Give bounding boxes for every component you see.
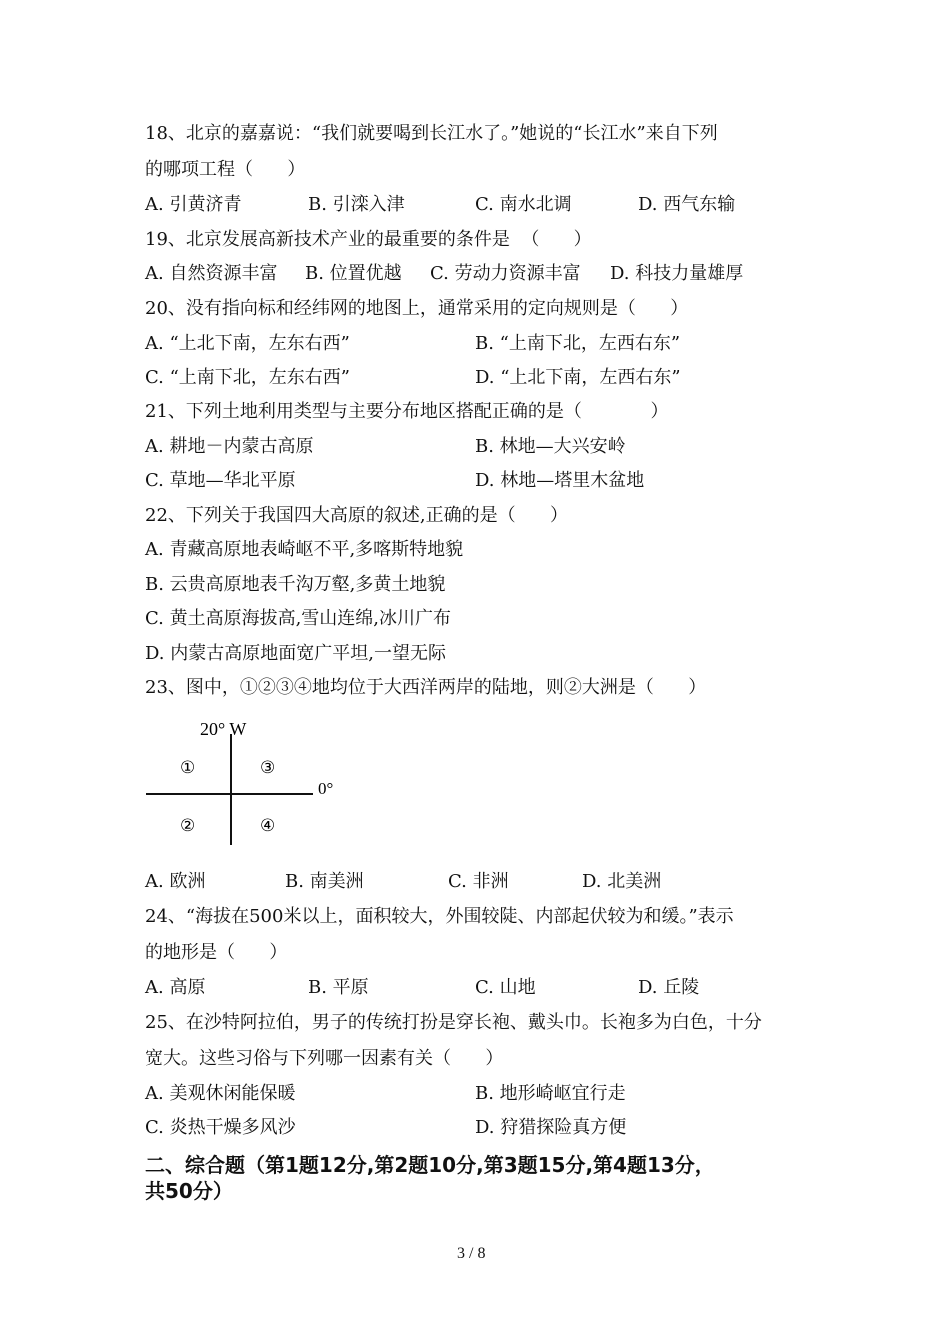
q21-option-b[interactable]: B. 林地—大兴安岭 bbox=[475, 436, 626, 457]
q23-stem: 23、图中，①②③④地均位于大西洋两岸的陆地，则②大洲是（ ） bbox=[145, 677, 707, 698]
q22-option-b[interactable]: B. 云贵高原地表千沟万壑,多黄土地貌 bbox=[145, 574, 446, 595]
q18-option-c[interactable]: C. 南水北调 bbox=[475, 194, 572, 215]
q22-option-c[interactable]: C. 黄土高原海拔高,雪山连绵,冰川广布 bbox=[145, 608, 452, 629]
q22-option-d[interactable]: D. 内蒙古高原地面宽广平坦,一望无际 bbox=[145, 643, 446, 664]
quadrant-2: ② bbox=[180, 816, 196, 835]
q23-option-a[interactable]: A. 欧洲 bbox=[145, 871, 206, 892]
q20-stem: 20、没有指向标和经纬网的地图上，通常采用的定向规则是（ ） bbox=[145, 298, 689, 319]
q18-stem-line1: 18、北京的嘉嘉说：“我们就要喝到长江水了。”她说的“长江水”来自下列 bbox=[145, 123, 718, 144]
q19-option-d[interactable]: D. 科技力量雄厚 bbox=[610, 263, 744, 284]
q18-stem-line2: 的哪项工程（ ） bbox=[145, 159, 306, 180]
q21-option-d[interactable]: D. 林地—塔里木盆地 bbox=[475, 470, 645, 491]
q23-option-d[interactable]: D. 北美洲 bbox=[582, 871, 662, 892]
q19-option-b[interactable]: B. 位置优越 bbox=[305, 263, 402, 284]
q21-option-c[interactable]: C. 草地—华北平原 bbox=[145, 470, 296, 491]
q18-option-a[interactable]: A. 引黄济青 bbox=[145, 194, 242, 215]
q23-figure bbox=[143, 712, 368, 852]
q23-option-b[interactable]: B. 南美洲 bbox=[285, 871, 364, 892]
q22-option-a[interactable]: A. 青藏高原地表崎岖不平,多喀斯特地貌 bbox=[145, 539, 464, 560]
q19-stem: 19、北京发展高新技术产业的最重要的条件是 （ ） bbox=[145, 229, 592, 250]
q25-stem-line1: 25、在沙特阿拉伯，男子的传统打扮是穿长袍、戴头巾。长袍多为白色，十分 bbox=[145, 1012, 762, 1033]
q25-option-b[interactable]: B. 地形崎岖宜行走 bbox=[475, 1083, 626, 1104]
q20-option-d[interactable]: D. “上北下南，左西右东” bbox=[475, 367, 681, 388]
section2-heading-line2: 共50分） bbox=[145, 1179, 233, 1203]
section2-heading-line1: 二、综合题（第1题12分,第2题10分,第3题15分,第4题13分， bbox=[145, 1153, 715, 1177]
q24-option-b[interactable]: B. 平原 bbox=[308, 977, 369, 998]
quadrant-3: ③ bbox=[260, 758, 276, 777]
q19-option-c[interactable]: C. 劳动力资源丰富 bbox=[430, 263, 581, 284]
q19-option-a[interactable]: A. 自然资源丰富 bbox=[145, 263, 278, 284]
q24-stem-line2: 的地形是（ ） bbox=[145, 942, 288, 963]
q20-option-c[interactable]: C. “上南下北，左东右西” bbox=[145, 367, 350, 388]
q25-option-c[interactable]: C. 炎热干燥多风沙 bbox=[145, 1117, 296, 1138]
q25-option-a[interactable]: A. 美观休闲能保暖 bbox=[145, 1083, 296, 1104]
q24-option-c[interactable]: C. 山地 bbox=[475, 977, 536, 998]
q20-option-a[interactable]: A. “上北下南，左东右西” bbox=[145, 333, 350, 354]
q22-stem: 22、下列关于我国四大高原的叙述,正确的是（ ） bbox=[145, 505, 568, 526]
quadrant-4: ④ bbox=[260, 816, 276, 835]
q24-stem-line1: 24、“海拔在500米以上，面积较大，外围较陡、内部起伏较为和缓。”表示 bbox=[145, 906, 734, 927]
q21-option-a[interactable]: A. 耕地－内蒙古高原 bbox=[145, 436, 314, 457]
q18-option-b[interactable]: B. 引滦入津 bbox=[308, 194, 405, 215]
q21-stem: 21、下列土地利用类型与主要分布地区搭配正确的是（ ） bbox=[145, 401, 669, 422]
q18-option-d[interactable]: D. 西气东输 bbox=[638, 194, 736, 215]
quadrant-1: ① bbox=[180, 758, 196, 777]
q24-option-d[interactable]: D. 丘陵 bbox=[638, 977, 700, 998]
q25-stem-line2: 宽大。这些习俗与下列哪一因素有关（ ） bbox=[145, 1048, 504, 1069]
q25-option-d[interactable]: D. 狩猎探险真方便 bbox=[475, 1117, 627, 1138]
page-number: 3 / 8 bbox=[457, 1245, 486, 1262]
q20-option-b[interactable]: B. “上南下北，左西右东” bbox=[475, 333, 681, 354]
longitude-label: 20° W bbox=[200, 719, 247, 739]
q24-option-a[interactable]: A. 高原 bbox=[145, 977, 206, 998]
q23-option-c[interactable]: C. 非洲 bbox=[448, 871, 509, 892]
equator-label: 0° bbox=[318, 779, 334, 798]
